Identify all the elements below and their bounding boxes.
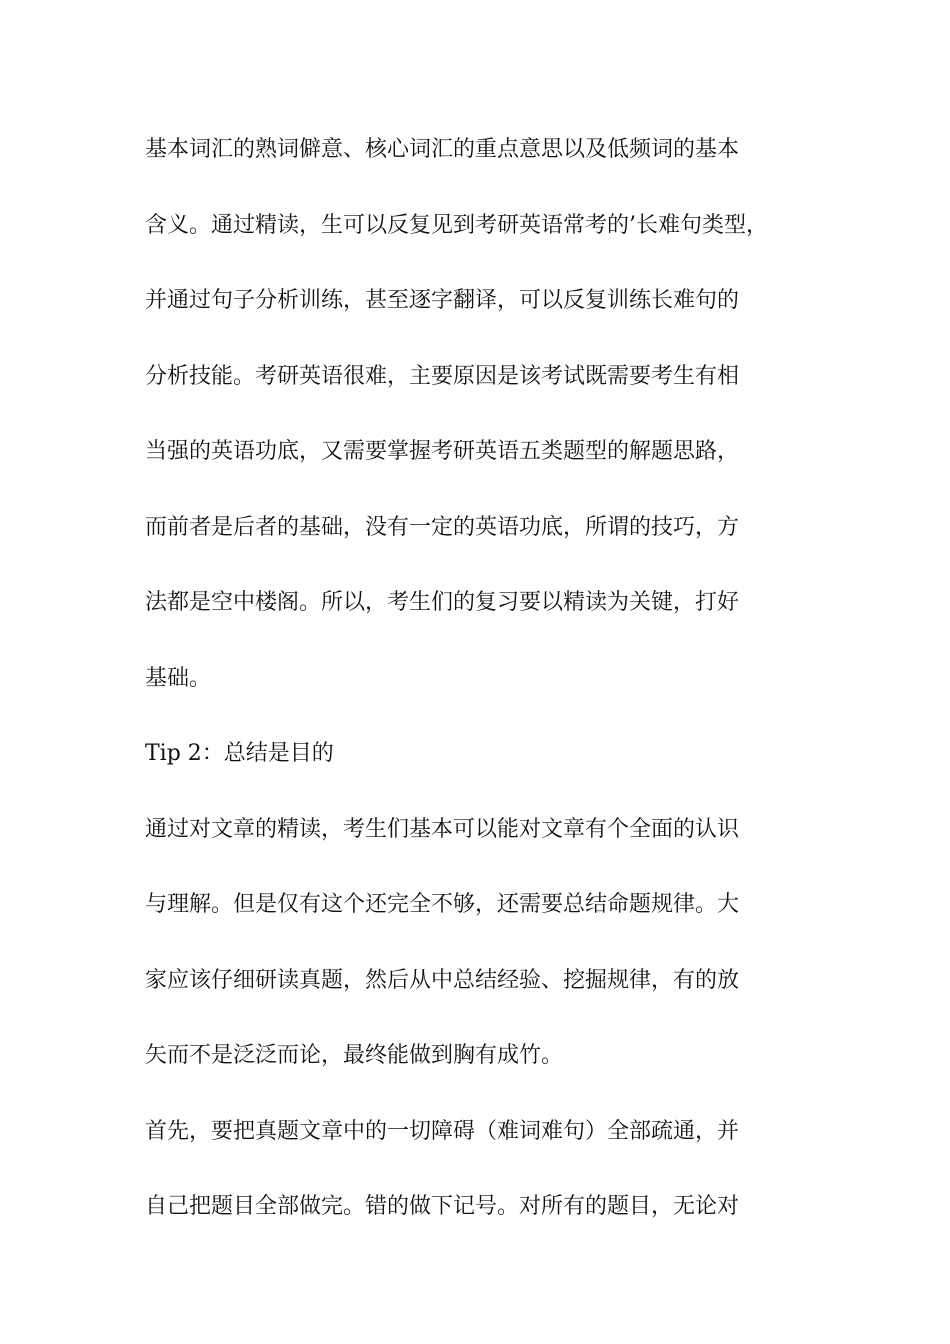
text-line-6: 而前者是后者的基础，没有一定的英语功底，所谓的技巧，方 xyxy=(145,514,740,540)
text-line-11: 与理解。但是仅有这个还完全不够，还需要总结命题规律。大 xyxy=(145,892,740,917)
text-line-10: 通过对文章的精读，考生们基本可以能对文章有个全面的认识 xyxy=(145,816,740,842)
text-line-2: 含义。通过精读，生可以反复见到考研英语常考的’长难句类型， xyxy=(145,212,768,238)
text-line-7: 法都是空中楼阁。所以，考生们的复习要以精读为关键，打好 xyxy=(145,590,740,615)
text-line-14: 首先，要把真题文章中的一切障碍（难词难句）全部疏通，并 xyxy=(145,1118,740,1144)
text-line-12: 家应该仔细研读真题，然后从中总结经验、挖掘规律，有的放 xyxy=(145,967,740,993)
text-line-15: 自己把题目全部做完。错的做下记号。对所有的题目，无论对 xyxy=(145,1194,740,1219)
text-line-4: 分析技能。考研英语很难，主要原因是该考试既需要考生有相 xyxy=(145,363,740,389)
text-line-8: 基础。 xyxy=(145,665,212,691)
body-text xyxy=(145,131,815,1264)
text-line-1: 基本词汇的熟词僻意、核心词汇的重点意思以及低频词的基本 xyxy=(145,137,740,162)
text-line-5: 当强的英语功底，又需要掌握考研英语五类题型的解题思路， xyxy=(145,439,740,464)
section-heading-tip-2: Tip 2：总结是目的 xyxy=(145,741,334,766)
text-line-3: 并通过句子分析训练，甚至逐字翻译，可以反复训练长难句的 xyxy=(145,288,740,313)
text-line-13: 矢而不是泛泛而论，最终能做到胸有成竹。 xyxy=(145,1043,564,1068)
